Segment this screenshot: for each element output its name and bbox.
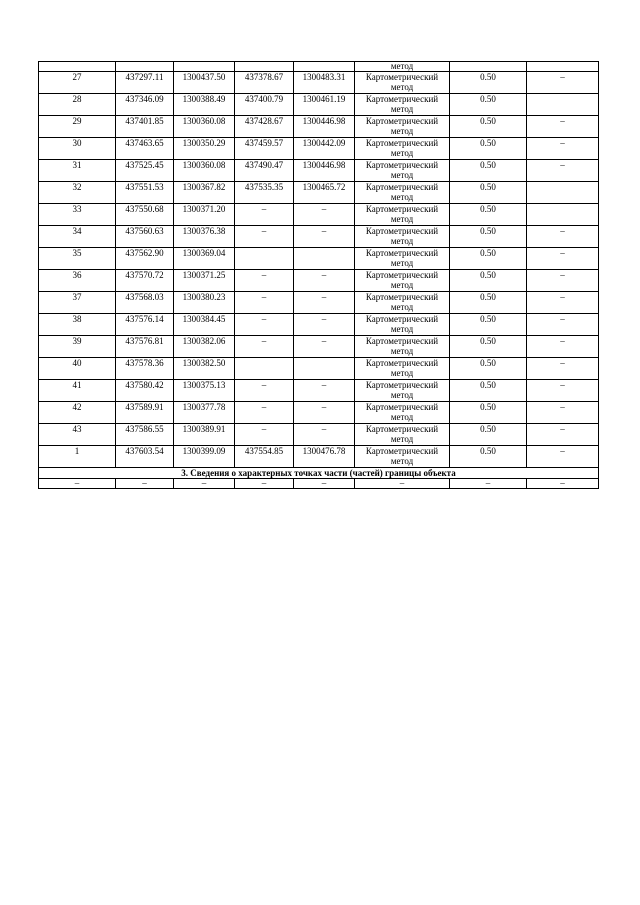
table-row	[39, 402, 599, 424]
x-coordinate-old-cell: –	[235, 292, 294, 314]
accuracy-cell: 0.50	[450, 380, 527, 402]
y-coordinate-old-cell: –	[294, 336, 355, 358]
dash-cell: –	[235, 479, 294, 489]
method-cell: Картометрический метод	[355, 182, 450, 204]
y-coordinate-old-cell: –	[294, 204, 355, 226]
x-coordinate-old-cell: –	[235, 380, 294, 402]
accuracy-cell: 0.50	[450, 94, 527, 116]
description-cell: –	[527, 248, 599, 270]
x-coordinate-old-cell: –	[235, 402, 294, 424]
table-row	[39, 336, 599, 358]
point-number-cell: 40	[39, 358, 116, 380]
table-row	[39, 292, 599, 314]
method-cell: Картометрический метод	[355, 358, 450, 380]
description-cell: –	[527, 380, 599, 402]
y-coordinate-old-cell: –	[294, 402, 355, 424]
method-cell: Картометрический метод	[355, 94, 450, 116]
description-cell: –	[527, 402, 599, 424]
method-cell: Картометрический метод	[355, 380, 450, 402]
section-title: 3. Сведения о характерных точках части (частей) границы объекта	[39, 468, 599, 479]
y-coordinate-cell: 1300380.23	[174, 292, 235, 314]
method-cell: Картометрический метод	[355, 226, 450, 248]
x-coordinate-old-cell: 437459.57	[235, 138, 294, 160]
x-coordinate-cell: 437568.03	[116, 292, 174, 314]
x-coordinate-old-cell: –	[235, 270, 294, 292]
y-coordinate-cell: 1300384.45	[174, 314, 235, 336]
point-number-cell: 31	[39, 160, 116, 182]
description-cell: –	[527, 160, 599, 182]
x-coordinate-cell: 437603.54	[116, 446, 174, 468]
y-coordinate-cell: 1300376.38	[174, 226, 235, 248]
table-row	[39, 204, 599, 226]
point-number-cell: 30	[39, 138, 116, 160]
y-coordinate-cell: 1300367.82	[174, 182, 235, 204]
x-coordinate-cell: 437463.65	[116, 138, 174, 160]
point-number-cell: 36	[39, 270, 116, 292]
table-row	[39, 182, 599, 204]
x-coordinate-old-cell: 437378.67	[235, 72, 294, 94]
y-coordinate-old-cell: 1300461.19	[294, 94, 355, 116]
section-row	[39, 468, 599, 479]
accuracy-cell: 0.50	[450, 72, 527, 94]
method-cell: Картометрический метод	[355, 424, 450, 446]
method-cell: Картометрический метод	[355, 402, 450, 424]
point-number-cell: 32	[39, 182, 116, 204]
y-coordinate-cell: 1300388.49	[174, 94, 235, 116]
accuracy-cell: 0.50	[450, 138, 527, 160]
y-coordinate-old-cell: –	[294, 424, 355, 446]
method-cell: Картометрический метод	[355, 160, 450, 182]
description-cell: –	[527, 292, 599, 314]
method-cell: Картометрический метод	[355, 248, 450, 270]
x-coordinate-cell: 437297.11	[116, 72, 174, 94]
y-coordinate-old-cell: 1300476.78	[294, 446, 355, 468]
method-cell: Картометрический метод	[355, 204, 450, 226]
x-coordinate-old-cell: 437400.79	[235, 94, 294, 116]
x-coordinate-cell: 437589.91	[116, 402, 174, 424]
x-coordinate-cell: 437401.85	[116, 116, 174, 138]
table-row	[39, 380, 599, 402]
accuracy-cell: 0.50	[450, 336, 527, 358]
x-coordinate-old-cell: 437535.35	[235, 182, 294, 204]
table-row-partial	[39, 62, 599, 72]
description-cell: –	[527, 358, 599, 380]
y-coordinate-cell: 1300360.08	[174, 116, 235, 138]
description-cell: –	[527, 72, 599, 94]
accuracy-cell: 0.50	[450, 204, 527, 226]
description-cell	[527, 94, 599, 116]
accuracy-cell: 0.50	[450, 402, 527, 424]
x-coordinate-cell: 437346.09	[116, 94, 174, 116]
y-coordinate-old-cell: 1300446.98	[294, 160, 355, 182]
x-coordinate-cell: 437560.63	[116, 226, 174, 248]
method-cell: метод	[355, 62, 450, 72]
table-row	[39, 94, 599, 116]
x-coordinate-cell: 437525.45	[116, 160, 174, 182]
y-coordinate-cell: 1300399.09	[174, 446, 235, 468]
description-cell	[527, 182, 599, 204]
point-number-cell: 38	[39, 314, 116, 336]
dash-cell: –	[174, 479, 235, 489]
table-row	[39, 138, 599, 160]
x-coordinate-old-cell	[235, 248, 294, 270]
y-coordinate-old-cell: –	[294, 314, 355, 336]
accuracy-cell: 0.50	[450, 270, 527, 292]
y-coordinate-cell: 1300382.50	[174, 358, 235, 380]
y-coordinate-cell: 1300371.25	[174, 270, 235, 292]
accuracy-cell: 0.50	[450, 424, 527, 446]
y-coordinate-old-cell	[294, 358, 355, 380]
y-coordinate-cell: 1300369.04	[174, 248, 235, 270]
x-coordinate-old-cell	[235, 358, 294, 380]
y-coordinate-cell: 1300437.50	[174, 72, 235, 94]
y-coordinate-old-cell: –	[294, 270, 355, 292]
y-coordinate-cell: 1300350.29	[174, 138, 235, 160]
x-coordinate-cell: 437550.68	[116, 204, 174, 226]
dash-cell: –	[39, 479, 116, 489]
y-coordinate-old-cell: –	[294, 292, 355, 314]
description-cell: –	[527, 314, 599, 336]
point-number-cell: 29	[39, 116, 116, 138]
table-row	[39, 248, 599, 270]
description-cell: –	[527, 270, 599, 292]
method-cell: Картометрический метод	[355, 292, 450, 314]
method-cell: Картометрический метод	[355, 336, 450, 358]
accuracy-cell: 0.50	[450, 226, 527, 248]
method-cell: Картометрический метод	[355, 138, 450, 160]
x-coordinate-old-cell: –	[235, 424, 294, 446]
y-coordinate-cell: 1300360.08	[174, 160, 235, 182]
table-row-empty	[39, 479, 599, 489]
point-number-cell: 37	[39, 292, 116, 314]
method-cell: Картометрический метод	[355, 116, 450, 138]
x-coordinate-cell: 437580.42	[116, 380, 174, 402]
accuracy-cell: 0.50	[450, 314, 527, 336]
accuracy-cell: 0.50	[450, 292, 527, 314]
accuracy-cell: 0.50	[450, 446, 527, 468]
x-coordinate-cell: 437562.90	[116, 248, 174, 270]
accuracy-cell: 0.50	[450, 358, 527, 380]
x-coordinate-old-cell: 437554.85	[235, 446, 294, 468]
y-coordinate-old-cell: 1300446.98	[294, 116, 355, 138]
table-row	[39, 270, 599, 292]
x-coordinate-old-cell: 437428.67	[235, 116, 294, 138]
y-coordinate-cell: 1300371.20	[174, 204, 235, 226]
method-cell: Картометрический метод	[355, 72, 450, 94]
accuracy-cell: 0.50	[450, 116, 527, 138]
x-coordinate-old-cell: –	[235, 336, 294, 358]
description-cell: –	[527, 226, 599, 248]
x-coordinate-cell: 437551.53	[116, 182, 174, 204]
method-cell: Картометрический метод	[355, 270, 450, 292]
dash-cell: –	[450, 479, 527, 489]
point-number-cell: 28	[39, 94, 116, 116]
y-coordinate-old-cell: 1300483.31	[294, 72, 355, 94]
point-number-cell: 34	[39, 226, 116, 248]
method-cell: Картометрический метод	[355, 446, 450, 468]
x-coordinate-old-cell: 437490.47	[235, 160, 294, 182]
y-coordinate-old-cell	[294, 248, 355, 270]
x-coordinate-cell: 437578.36	[116, 358, 174, 380]
y-coordinate-old-cell: 1300442.09	[294, 138, 355, 160]
table-row	[39, 72, 599, 94]
point-number-cell: 43	[39, 424, 116, 446]
point-number-cell: 42	[39, 402, 116, 424]
y-coordinate-cell: 1300377.78	[174, 402, 235, 424]
point-number-cell: 27	[39, 72, 116, 94]
point-number-cell: 1	[39, 446, 116, 468]
description-cell: –	[527, 424, 599, 446]
table-row	[39, 424, 599, 446]
x-coordinate-old-cell: –	[235, 314, 294, 336]
x-coordinate-old-cell: –	[235, 204, 294, 226]
y-coordinate-cell: 1300375.13	[174, 380, 235, 402]
accuracy-cell: 0.50	[450, 182, 527, 204]
description-cell: –	[527, 446, 599, 468]
dash-cell: –	[294, 479, 355, 489]
coordinates-table	[38, 61, 599, 489]
table-row	[39, 446, 599, 468]
description-cell	[527, 204, 599, 226]
y-coordinate-cell: 1300389.91	[174, 424, 235, 446]
x-coordinate-cell: 437576.14	[116, 314, 174, 336]
y-coordinate-old-cell: 1300465.72	[294, 182, 355, 204]
point-number-cell: 39	[39, 336, 116, 358]
point-number-cell: 35	[39, 248, 116, 270]
y-coordinate-cell: 1300382.06	[174, 336, 235, 358]
x-coordinate-cell: 437586.55	[116, 424, 174, 446]
dash-cell: –	[116, 479, 174, 489]
description-cell: –	[527, 116, 599, 138]
x-coordinate-cell: 437576.81	[116, 336, 174, 358]
table-row	[39, 314, 599, 336]
point-number-cell: 33	[39, 204, 116, 226]
point-number-cell: 41	[39, 380, 116, 402]
method-cell: Картометрический метод	[355, 314, 450, 336]
description-cell: –	[527, 336, 599, 358]
table-row	[39, 358, 599, 380]
description-cell: –	[527, 138, 599, 160]
x-coordinate-cell: 437570.72	[116, 270, 174, 292]
table-row	[39, 160, 599, 182]
y-coordinate-old-cell: –	[294, 226, 355, 248]
dash-cell: –	[355, 479, 450, 489]
x-coordinate-old-cell: –	[235, 226, 294, 248]
table-row	[39, 226, 599, 248]
dash-cell: –	[527, 479, 599, 489]
table-row	[39, 116, 599, 138]
accuracy-cell: 0.50	[450, 160, 527, 182]
y-coordinate-old-cell: –	[294, 380, 355, 402]
accuracy-cell: 0.50	[450, 248, 527, 270]
